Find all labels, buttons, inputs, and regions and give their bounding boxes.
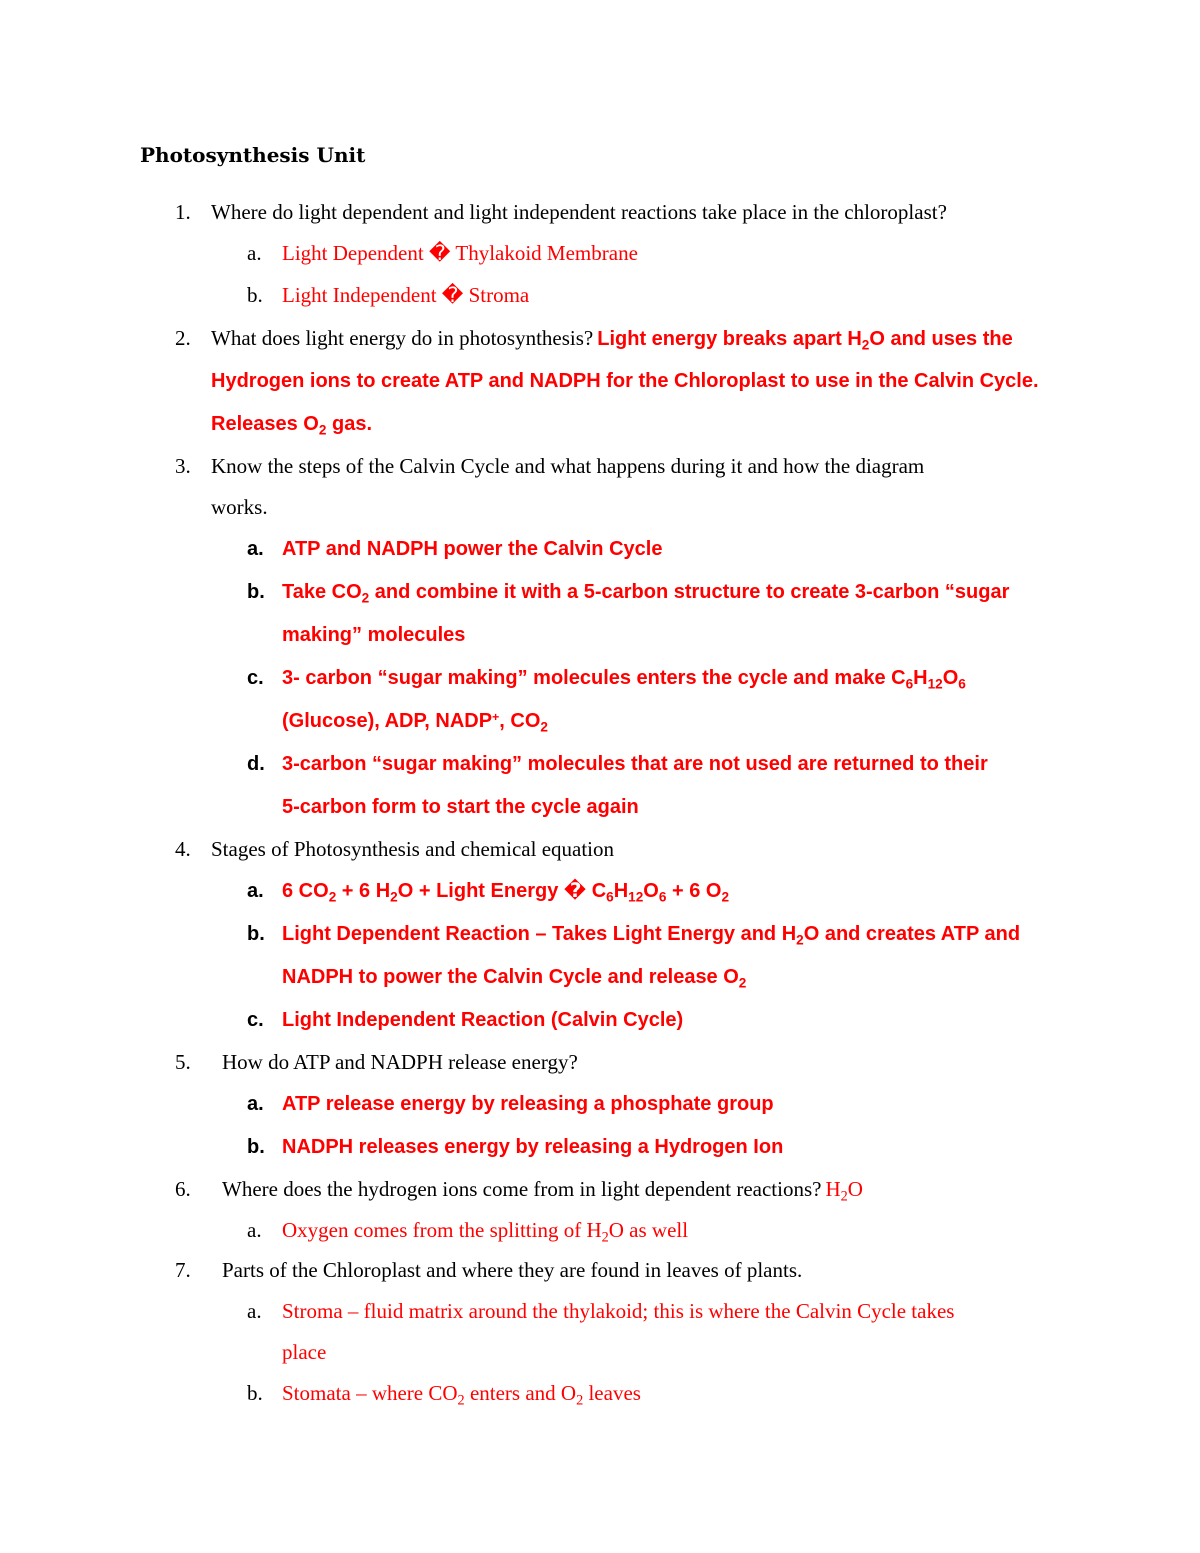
q2-answer-part-2: Hydrogen ions to create ATP and NADPH for the Chloroplast to use in the Calvin Cycle. <box>211 370 1039 392</box>
q4-b-answer-line-2: NADPH to power the Calvin Cycle and release $O_2$ <box>282 966 747 991</box>
q3-c-label: c. <box>247 667 264 689</box>
q6-answer: $H_2O$ <box>825 1177 863 1205</box>
q3-text-line-2: works. <box>211 495 268 519</box>
q1-b-answer: Light Independent � Stroma <box>282 283 530 307</box>
q3-d-answer-line-2: 5-carbon form to start the cycle again <box>282 796 639 818</box>
q7-a-label: a. <box>247 1299 262 1323</box>
q5-text: How do ATP and NADPH release energy? <box>222 1050 578 1074</box>
q3-text-line-1: Know the steps of the Calvin Cycle and what happens during it and how the diagram <box>211 454 925 478</box>
q4-a-label: a. <box>247 880 264 902</box>
q3-d-answer-line-1: 3-carbon “sugar making” molecules that are not used are returned to their <box>282 753 988 775</box>
q7-number: 7. <box>175 1258 191 1282</box>
q2-line-1 <box>211 325 1013 354</box>
q3-c-answer-line-2: (Glucose), ADP, NADP+, $CO_2$ <box>282 709 548 735</box>
q1-b-label: b. <box>247 283 263 307</box>
q4-a-equation: 6 $CO_2 + 6$ $H_2O$ + Light Energy � $C_6H_{12}O_6 + 6$ $O_2$ <box>282 880 729 905</box>
q5-a-answer: ATP release energy by releasing a phosphate group <box>282 1093 774 1115</box>
q3-a-answer: ATP and NADPH power the Calvin Cycle <box>282 538 663 560</box>
q4-c-answer: Light Independent Reaction (Calvin Cycle) <box>282 1009 684 1031</box>
q4-number: 4. <box>175 837 191 861</box>
q1-a-answer: Light Dependent � Thylakoid Membrane <box>282 241 638 265</box>
q6-number: 6. <box>175 1177 191 1201</box>
q3-d-label: d. <box>247 753 265 775</box>
q2-answer-part-3: Releases $O_2$ gas. <box>211 413 372 438</box>
q7-b-answer: Stomata – where $CO_2$ enters and $O_2$ leaves <box>282 1381 641 1409</box>
q2-text: What does light energy do in photosynthesis? <box>211 326 594 350</box>
q5-a-label: a. <box>247 1093 264 1115</box>
page-title: Photosynthesis Unit <box>140 143 366 167</box>
q4-b-answer-line-1: Light Dependent Reaction – Takes Light Energy and $H_2O$ and creates ATP and <box>282 923 1021 948</box>
q6-a-label: a. <box>247 1218 262 1242</box>
q3-b-answer-line-1: Take $CO_2$ and combine it with a 5-carbon structure to create 3-carbon “sugar <box>282 581 1010 606</box>
q7-b-label: b. <box>247 1381 263 1405</box>
q5-b-label: b. <box>247 1136 265 1158</box>
yields-arrow-icon: � <box>563 880 587 902</box>
q3-a-label: a. <box>247 538 264 560</box>
q1-a-label: a. <box>247 241 262 265</box>
q3-b-label: b. <box>247 581 265 603</box>
q7-text: Parts of the Chloroplast and where they are found in leaves of plants. <box>222 1258 803 1282</box>
q2-answer-part-1: Light energy breaks apart $H_2O$ and uses the <box>597 328 1013 353</box>
q2-number: 2. <box>175 326 191 350</box>
q3-number: 3. <box>175 454 191 478</box>
q4-text: Stages of Photosynthesis and chemical equation <box>211 837 615 861</box>
q5-b-answer: NADPH releases energy by releasing a Hydrogen Ion <box>282 1136 784 1158</box>
q5-number: 5. <box>175 1050 191 1074</box>
q6-line <box>222 1176 863 1205</box>
q3-c-answer-line-1: 3- carbon “sugar making” molecules enters the cycle and make $C_6H_{12}O_6$ <box>282 667 966 692</box>
q3-b-answer-line-2: making” molecules <box>282 624 466 646</box>
q6-text: Where does the hydrogen ions come from in light dependent reactions? <box>222 1177 822 1201</box>
q6-a-answer: Oxygen comes from the splitting of $H_2O$ as well <box>282 1218 689 1246</box>
q7-a-answer-line-1: Stroma – fluid matrix around the thylakoid; this is where the Calvin Cycle takes <box>282 1299 955 1323</box>
q1-text: Where do light dependent and light independent reactions take place in the chloroplast? <box>211 200 947 224</box>
q4-c-label: c. <box>247 1009 264 1031</box>
q1-number: 1. <box>175 200 191 224</box>
q7-a-answer-line-2: place <box>282 1340 327 1364</box>
q4-b-label: b. <box>247 923 265 945</box>
